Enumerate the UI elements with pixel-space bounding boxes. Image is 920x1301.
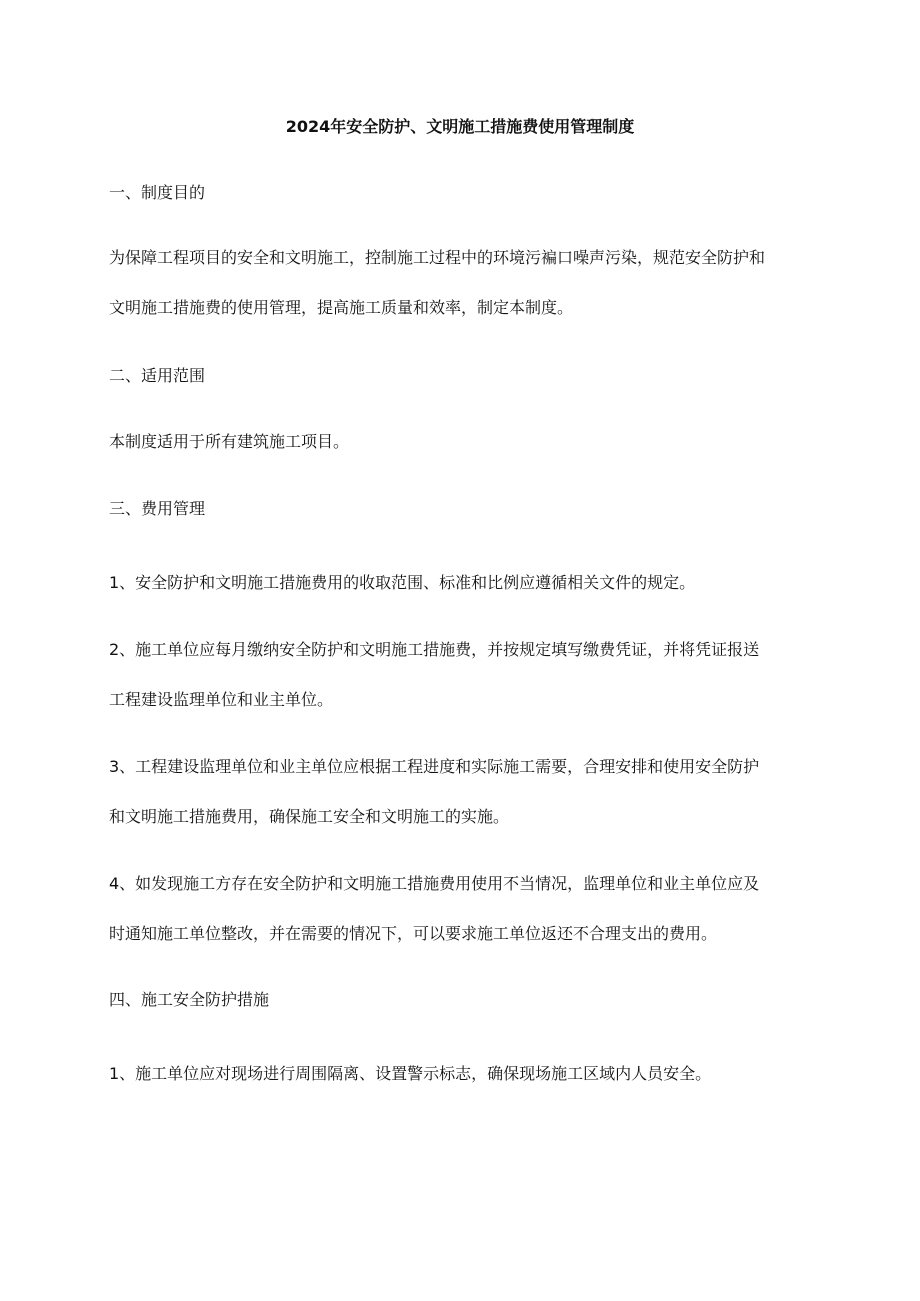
section-heading-2: 二、适用范围 xyxy=(109,366,206,385)
document-title: 2024年安全防护、文明施工措施费使用管理制度 xyxy=(285,117,635,136)
section-heading-4: 四、施工安全防护措施 xyxy=(109,990,270,1009)
section-heading-1: 一、制度目的 xyxy=(109,183,206,202)
paragraph-line: 3、工程建设监理单位和业主单位应根据工程进度和实际施工需要，合理安排和使用安全防护 xyxy=(109,757,760,776)
paragraph-line: 2、施工单位应每月缴纳安全防护和文明施工措施费，并按规定填写缴费凭证，并将凭证报送 xyxy=(109,640,760,659)
paragraph-line: 和文明施工措施费用，确保施工安全和文明施工的实施。 xyxy=(109,807,510,826)
paragraph-line: 1、安全防护和文明施工措施费用的收取范围、标准和比例应遵循相关文件的规定。 xyxy=(109,573,696,592)
paragraph-line: 工程建设监理单位和业主单位。 xyxy=(109,690,334,709)
section-heading-3: 三、费用管理 xyxy=(109,499,206,518)
paragraph-line: 为保障工程项目的安全和文明施工，控制施工过程中的环境污褊口噪声污染，规范安全防护和 xyxy=(109,248,766,267)
paragraph-line: 4、如发现施工方存在安全防护和文明施工措施费用使用不当情况，监理单位和业主单位应及 xyxy=(109,874,760,893)
paragraph-line: 本制度适用于所有建筑施工项目。 xyxy=(109,432,350,451)
paragraph-line: 1、施工单位应对现场进行周围隔离、设置警示标志，确保现场施工区域内人员安全。 xyxy=(109,1064,712,1083)
paragraph-line: 文明施工措施费的使用管理，提高施工质量和效率，制定本制度。 xyxy=(109,298,574,317)
paragraph-line: 时通知施工单位整改，并在需要的情况下，可以要求施工单位返还不合理支出的费用。 xyxy=(109,924,718,943)
